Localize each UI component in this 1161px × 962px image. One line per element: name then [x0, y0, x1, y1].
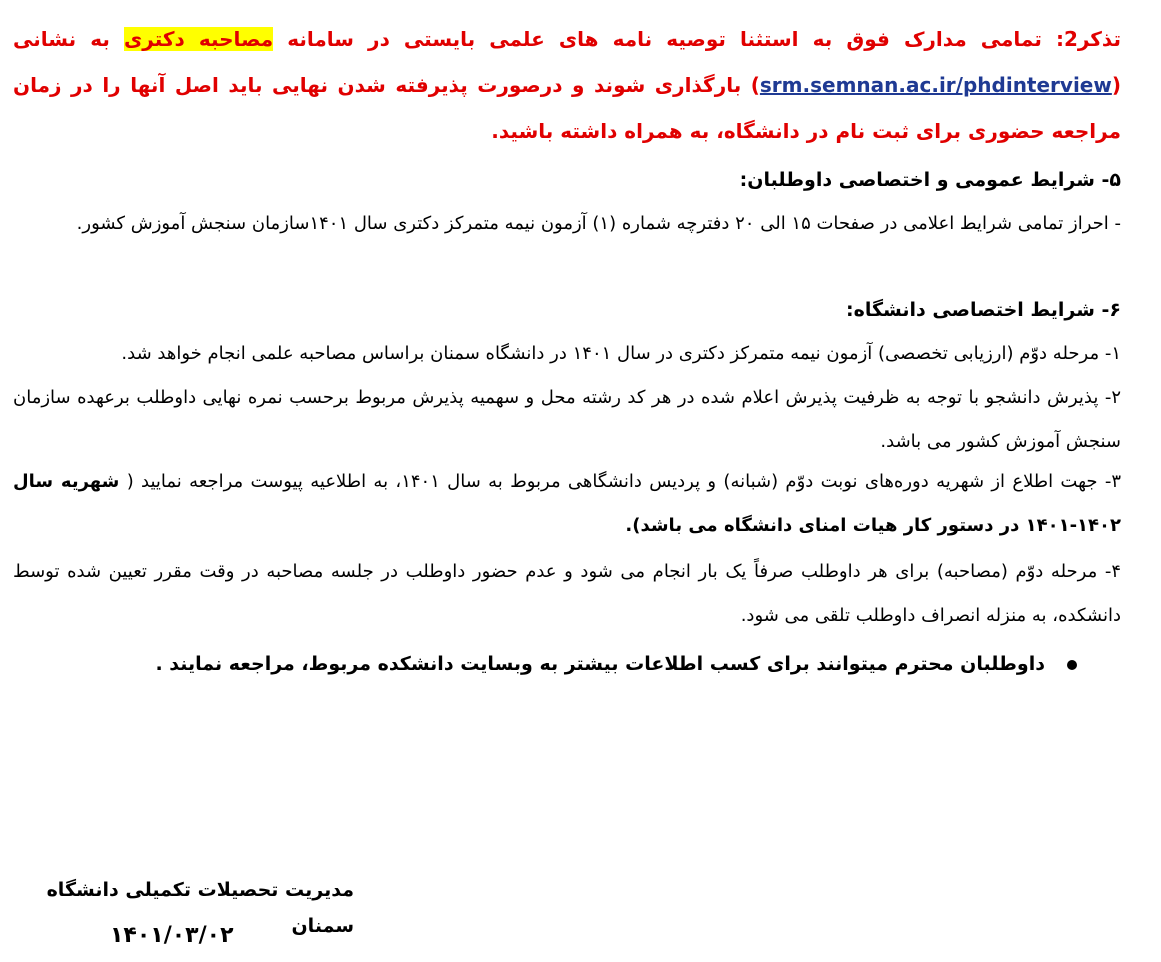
section-6-item-2: ۲- پذیرش دانشجو با توجه به ظرفیت پذیرش اعلام شده در هر کد رشته محل و سهمیه پذیرش مربوط برحسب نمره نهایی داوطلب برعهده سازمان سنجش آموزش کشور می باشد.: [13, 387, 1121, 452]
upload-note: [13, 16, 1121, 154]
note-text-end: ) بارگذاری شوند و درصورت پذیرفته شدن نهایی باید اصل آنها را در زمان مراجعه حضوری برای ثبت نام در دانشگاه، به همراه داشته باشید.: [13, 73, 1121, 143]
bullet-icon: [1067, 660, 1077, 670]
interview-system-link[interactable]: srm.semnan.ac.ir/phdinterview: [759, 73, 1112, 97]
section-6-item-3-bold: شهریه سال ۱۴۰۲-۱۴۰۱ در دستور کار هیات امنای دانشگاه می باشد).: [13, 471, 1121, 536]
note-highlight: مصاحبه دکتری: [123, 27, 274, 51]
note-text-middle: به نشانی (: [13, 27, 1121, 97]
signature-office: مدیریت تحصیلات تکمیلی دانشگاه سمنان: [46, 879, 354, 937]
section-5-text: - احراز تمامی شرایط اعلامی در صفحات ۱۵ الی ۲۰ دفترچه شماره (۱) آزمون نیمه متمرکز دکتری سال ۱۴۰۱سازمان سنجش آموزش کشور.: [76, 213, 1121, 234]
section-6-heading: ۶- شرایط اختصاصی دانشگاه:: [846, 299, 1121, 321]
signature-date: ۱۴۰۱/۰۳/۰۲: [110, 923, 234, 948]
info-bullet-text: داوطلبان محترم میتوانند برای کسب اطلاعات بیشتر به وبسایت دانشکده مربوط، مراجعه نمایند .: [155, 653, 1045, 675]
section-6-item-3-text: ۳- جهت اطلاع از شهریه دوره‌های نوبت دوّم (شبانه) و پردیس دانشگاهی مربوط به سال ۱۴۰۱، به اطلاعیه پیوست مراجعه نمایید (: [119, 471, 1121, 492]
section-6-item-4: ۴- مرحله دوّم (مصاحبه) برای هر داوطلب صرفاً یک بار انجام می شود و عدم حضور داوطلب در جلسه مصاحبه در وقت مقرر تعیین شده توسط دانشکده، به منزله انصراف داوطلب تلقی می شود.: [13, 561, 1121, 626]
section-5-heading: ۵- شرایط عمومی و اختصاصی داوطلبان:: [739, 169, 1121, 191]
section-6-item-3: [13, 460, 1121, 548]
note-text-start: تذکر2: تمامی مدارک فوق به استثنا توصیه نامه های علمی بایستی در سامانه: [273, 27, 1121, 51]
info-bullet: [77, 645, 1077, 683]
section-6-item-1: ۱- مرحله دوّم (ارزیابی تخصصی) آزمون نیمه متمرکز دکتری در سال ۱۴۰۱ در دانشگاه سمنان براساس مصاحبه علمی انجام خواهد شد.: [121, 343, 1121, 364]
